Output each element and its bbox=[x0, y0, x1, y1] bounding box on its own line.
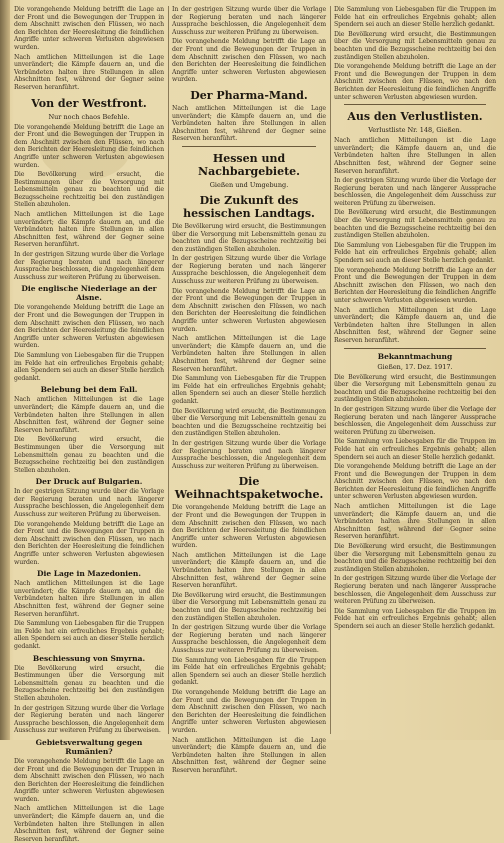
article-text: In der gestrigen Sitzung wurde über die Vorlage der Regierung beraten und nach längerer Aussprache beschlossen, die Angelegenheit dem Ausschuss zur weiteren Prüfung zu überweisen. bbox=[172, 255, 326, 286]
section-heading: Belebung bei dem Fall. bbox=[40, 385, 138, 395]
article-text: In der gestrigen Sitzung wurde über die Vorlage der Regierung beraten und nach längerer Aussprache beschlossen, die Angelegenheit dem Ausschuss zur weiteren Prüfung zu überweisen. bbox=[334, 405, 496, 436]
article-text: In der gestrigen Sitzung wurde über die Vorlage der Regierung beraten und nach längerer Aussprache beschlossen, die Angelegenheit dem Ausschuss zur weiteren Prüfung zu überweisen. bbox=[172, 6, 326, 36]
column-2 bbox=[172, 6, 326, 774]
article-text: In der gestrigen Sitzung wurde über die Vorlage der Regierung beraten und nach längerer Aussprache beschlossen, die Angelegenheit dem Ausschuss zur weiteren Prüfung zu überweisen. bbox=[14, 251, 164, 281]
article-text: Die Sammlung von Liebesgaben für die Truppen im Felde hat ein erfreuliches Ergebnis gehabt; allen Spendern sei auch an dieser Stelle herzlich gedankt. bbox=[172, 656, 326, 687]
headline-westfront: Von der Westfront. bbox=[31, 96, 147, 110]
article-text: Die Bevölkerung wird ersucht, die Bestimmungen über die Versorgung mit Lebensmitteln genau zu beachten und die Bezugsscheine rechtzeitig bei den zuständigen Stellen abzuholen. bbox=[172, 407, 326, 438]
article-text: Die vorangehende Meldung betrifft die Lage an der Front und die Bewegungen der Truppen in dem Abschnitt zwischen den Flüssen, wo nach den Berichten der Heeresleitung die feindlichen Angriffe unter schweren Verlusten abgewiesen wurden. bbox=[172, 504, 326, 550]
article-text: Die vorangehende Meldung betrifft die Lage an der Front und die Bewegungen der Truppen in dem Abschnitt zwischen den Flüssen, wo nach den Berichten der Heeresleitung die feindlichen Angriffe unter schweren Verlusten abgewiesen wurden. bbox=[14, 304, 164, 350]
article-text: In der gestrigen Sitzung wurde über die Vorlage der Regierung beraten und nach längerer Aussprache beschlossen, die Angelegenheit dem Ausschuss zur weiteren Prüfung zu überweisen. bbox=[334, 575, 496, 606]
article-text: Die vorangehende Meldung betrifft die Lage an der Front und die Bewegungen der Truppen in dem Abschnitt zwischen den Flüssen, wo nach den Berichten der Heeresleitung die feindlichen Angriffe unter schweren Verlusten abgewiesen wurden. bbox=[172, 38, 326, 84]
article-text: Nach amtlichen Mitteilungen ist die Lage unverändert; die Kämpfe dauern an, und die Verbündeten halten ihre Stellungen in allen Abschnitten fest, während der Gegner seine Reserven heranführt. bbox=[172, 551, 326, 590]
article-text: In der gestrigen Sitzung wurde über die Vorlage der Regierung beraten und nach längerer Aussprache beschlossen, die Angelegenheit dem Ausschuss zur weiteren Prüfung zu überweisen. bbox=[172, 439, 326, 470]
article-text: Die vorangehende Meldung betrifft die Lage an der Front und die Bewegungen der Truppen in dem Abschnitt zwischen den Flüssen, wo nach den Berichten der Heeresleitung die feindlichen Angriffe unter schweren Verlusten abgewiesen wurden. bbox=[334, 266, 496, 304]
column-rule bbox=[330, 6, 331, 734]
article-text: Die Bevölkerung wird ersucht, die Bestimmungen über die Versorgung mit Lebensmitteln genau zu beachten und die Bezugsscheine rechtzeitig bei den zuständigen Stellen abzuholen. bbox=[172, 591, 326, 622]
article-text: Die vorangehende Meldung betrifft die Lage an der Front und die Bewegungen der Truppen in dem Abschnitt zwischen den Flüssen, wo nach den Berichten der Heeresleitung die feindlichen Angriffe unter schweren Verlusten abgewiesen wurden. bbox=[14, 123, 164, 169]
article-text: Die Bevölkerung wird ersucht, die Bestimmungen über die Versorgung mit Lebensmitteln genau zu beachten und die Bezugsscheine rechtzeitig bei den zuständigen Stellen abzuholen. bbox=[334, 30, 496, 61]
article-text: Nach amtlichen Mitteilungen ist die Lage unverändert; die Kämpfe dauern an, und die Verbündeten halten ihre Stellungen in allen Abschnitten fest, während der Gegner seine Reserven heranführt. bbox=[172, 736, 326, 774]
divider bbox=[182, 146, 316, 147]
article-text: Die Sammlung von Liebesgaben für die Truppen im Felde hat ein erfreuliches Ergebnis gehabt; allen Spendern sei auch an dieser Stelle herzlich gedankt. bbox=[14, 351, 164, 382]
article-text: Nach amtlichen Mitteilungen ist die Lage unverändert; die Kämpfe dauern an, und die Verbündeten halten ihre Stellungen in allen Abschnitten fest, während der Gegner seine Reserven heranführt. bbox=[334, 503, 496, 541]
subheadline: Nur noch chaos Befehle. bbox=[48, 112, 130, 121]
divider bbox=[344, 104, 486, 105]
article-text: Die Bevölkerung wird ersucht, die Bestimmungen über die Versorgung mit Lebensmitteln genau zu beachten und die Bezugsscheine rechtzeitig bei den zuständigen Stellen abzuholen. bbox=[334, 373, 496, 404]
article-text: Die vorangehende Meldung betrifft die Lage an der Front und die Bewegungen der Truppen in dem Abschnitt zwischen den Flüssen, wo nach den Berichten der Heeresleitung die feindlichen Angriffe unter schweren Verlusten abgewiesen wurden. bbox=[172, 688, 326, 734]
article-text: Nach amtlichen Mitteilungen ist die Lage unverändert; die Kämpfe dauern an, und die Verbündeten halten ihre Stellungen in allen Abschnitten fest, während der Gegner seine Reserven heranführt. bbox=[14, 53, 164, 91]
article-text: Nach amtlichen Mitteilungen ist die Lage unverändert; die Kämpfe dauern an, und die Verbündeten halten ihre Stellungen in allen Abschnitten fest, während der Gegner seine Reserven heranführt. bbox=[14, 580, 164, 618]
section-heading: Die Lage in Mazedonien. bbox=[37, 569, 141, 579]
article-text: Die Bevölkerung wird ersucht, die Bestimmungen über die Versorgung mit Lebensmitteln genau zu beachten und die Bezugsscheine rechtzeitig bei den zuständigen Stellen abzuholen. bbox=[14, 664, 164, 702]
headline-landtag: Die Zukunft des hessischen Landtags. bbox=[183, 193, 315, 220]
article-text: Die Bevölkerung wird ersucht, die Bestimmungen über die Versorgung mit Lebensmitteln genau zu beachten und die Bezugsscheine rechtzeitig bei den zuständigen Stellen abzuholen. bbox=[14, 436, 164, 474]
dateline: Gießen, 17. Dez. 1917. bbox=[377, 362, 453, 371]
divider bbox=[344, 348, 486, 349]
article-text: Die vorangehende Meldung betrifft die Lage an der Front und die Bewegungen der Truppen in dem Abschnitt zwischen den Flüssen, wo nach den Berichten der Heeresleitung die feindlichen Angriffe unter schweren Verlusten abgewiesen wurden. bbox=[14, 757, 164, 803]
article-text: Nach amtlichen Mitteilungen ist die Lage unverändert; die Kämpfe dauern an, und die Verbündeten halten ihre Stellungen in allen Abschnitten fest, während der Gegner seine Reserven heranführt. bbox=[334, 306, 496, 344]
article-text: Nach amtlichen Mitteilungen ist die Lage unverändert; die Kämpfe dauern an, und die Verbündeten halten ihre Stellungen in allen Abschnitten fest, während der Gegner seine Reserven heranführt. bbox=[14, 805, 164, 843]
column-1 bbox=[14, 6, 164, 843]
article-text: Die Bevölkerung wird ersucht, die Bestimmungen über die Versorgung mit Lebensmitteln genau zu beachten und die Bezugsscheine rechtzeitig bei den zuständigen Stellen abzuholen. bbox=[334, 543, 496, 573]
article-text: Die vorangehende Meldung betrifft die Lage an der Front und die Bewegungen der Truppen in dem Abschnitt zwischen den Flüssen, wo nach den Berichten der Heeresleitung die feindlichen Angriffe unter schweren Verlusten abgewiesen wurden. bbox=[14, 520, 164, 566]
section-heading: Beschiessung von Smyrna. bbox=[32, 653, 146, 663]
article-text: Die Bevölkerung wird ersucht, die Bestimmungen über die Versorgung mit Lebensmitteln genau zu beachten und die Bezugsscheine rechtzeitig bei den zuständigen Stellen abzuholen. bbox=[14, 171, 164, 209]
headline-verlustlisten: Aus den Verlustlisten. bbox=[347, 110, 483, 124]
article-text: Nach amtlichen Mitteilungen ist die Lage unverändert; die Kämpfe dauern an, und die Verbündeten halten ihre Stellungen in allen Abschnitten fest, während der Gegner seine Reserven heranführt. bbox=[14, 211, 164, 249]
column-rule bbox=[168, 6, 169, 734]
article-text: Die Sammlung von Liebesgaben für die Truppen im Felde hat ein erfreuliches Ergebnis gehabt; allen Spendern sei auch an dieser Stelle herzlich gedankt. bbox=[334, 438, 496, 461]
page-gutter bbox=[0, 0, 10, 740]
article-text: Die Sammlung von Liebesgaben für die Truppen im Felde hat ein erfreuliches Ergebnis gehabt; allen Spendern sei auch an dieser Stelle herzlich gedankt. bbox=[334, 6, 496, 29]
section-heading: Der Druck auf Bulgarien. bbox=[35, 477, 143, 487]
article-text: Die Sammlung von Liebesgaben für die Truppen im Felde hat ein erfreuliches Ergebnis gehabt; allen Spendern sei auch an dieser Stelle herzlich gedankt. bbox=[172, 375, 326, 405]
article-text: Nach amtlichen Mitteilungen ist die Lage unverändert; die Kämpfe dauern an, und die Verbündeten halten ihre Stellungen in allen Abschnitten fest, während der Gegner seine Reserven heranführt. bbox=[334, 137, 496, 175]
subheadline: Verlustliste Nr. 148, Gießen. bbox=[368, 126, 462, 135]
headline-hessen: Hessen und Nachbargebiete. bbox=[198, 151, 300, 178]
subheadline: Gießen und Umgebung. bbox=[209, 180, 289, 189]
article-text: Die vorangehende Meldung betrifft die Lage an der Front und die Bewegungen der Truppen in dem Abschnitt zwischen den Flüssen, wo nach den Berichten der Heeresleitung die feindlichen Angriffe unter schweren Verlusten abgewiesen wurden. bbox=[334, 63, 496, 101]
article-text: In der gestrigen Sitzung wurde über die Vorlage der Regierung beraten und nach längerer Aussprache beschlossen, die Angelegenheit dem Ausschuss zur weiteren Prüfung zu überweisen. bbox=[14, 704, 164, 735]
article-text: Nach amtlichen Mitteilungen ist die Lage unverändert; die Kämpfe dauern an, und die Verbündeten halten ihre Stellungen in allen Abschnitten fest, während der Gegner seine Reserven heranführt. bbox=[14, 396, 164, 434]
article-text: In der gestrigen Sitzung wurde über die Vorlage der Regierung beraten und nach längerer Aussprache beschlossen, die Angelegenheit dem Ausschuss zur weiteren Prüfung zu überweisen. bbox=[172, 624, 326, 654]
article-text: Nach amtlichen Mitteilungen ist die Lage unverändert; die Kämpfe dauern an, und die Verbündeten halten ihre Stellungen in allen Abschnitten fest, während der Gegner seine Reserven heranführt. bbox=[172, 104, 326, 143]
article-text: Nach amtlichen Mitteilungen ist die Lage unverändert; die Kämpfe dauern an, und die Verbündeten halten ihre Stellungen in allen Abschnitten fest, während der Gegner seine Reserven heranführt. bbox=[172, 335, 326, 373]
section-heading: Die englische Niederlage an der Aisne. bbox=[21, 284, 157, 303]
section-heading: Gebietsverwaltung gegen Rumänien? bbox=[35, 737, 143, 756]
article-text: Die Bevölkerung wird ersucht, die Bestimmungen über die Versorgung mit Lebensmitteln genau zu beachten und die Bezugsscheine rechtzeitig bei den zuständigen Stellen abzuholen. bbox=[334, 209, 496, 240]
article-text: Die vorangehende Meldung betrifft die Lage an der Front und die Bewegungen der Truppen in dem Abschnitt zwischen den Flüssen, wo nach den Berichten der Heeresleitung die feindlichen Angriffe unter schweren Verlusten abgewiesen wurden. bbox=[14, 6, 164, 51]
article-text: Die Sammlung von Liebesgaben für die Truppen im Felde hat ein erfreuliches Ergebnis gehabt; allen Spendern sei auch an dieser Stelle herzlich gedankt. bbox=[334, 241, 496, 265]
article-text: In der gestrigen Sitzung wurde über die Vorlage der Regierung beraten und nach längerer Aussprache beschlossen, die Angelegenheit dem Ausschuss zur weiteren Prüfung zu überweisen. bbox=[334, 177, 496, 207]
article-text: In der gestrigen Sitzung wurde über die Vorlage der Regierung beraten und nach längerer Aussprache beschlossen, die Angelegenheit dem Ausschuss zur weiteren Prüfung zu überweisen. bbox=[14, 488, 164, 519]
section-heading: Bekanntmachung bbox=[377, 351, 453, 361]
headline-weihnacht: Die Weihnachtspaketwoche. bbox=[174, 475, 324, 502]
article-text: Die vorangehende Meldung betrifft die Lage an der Front und die Bewegungen der Truppen in dem Abschnitt zwischen den Flüssen, wo nach den Berichten der Heeresleitung die feindlichen Angriffe unter schweren Verlusten abgewiesen wurden. bbox=[334, 463, 496, 501]
article-text: Die Sammlung von Liebesgaben für die Truppen im Felde hat ein erfreuliches Ergebnis gehabt; allen Spendern sei auch an dieser Stelle herzlich gedankt. bbox=[14, 620, 164, 650]
article-text: Die Sammlung von Liebesgaben für die Truppen im Felde hat ein erfreuliches Ergebnis gehabt; allen Spendern sei auch an dieser Stelle herzlich gedankt. bbox=[334, 607, 496, 630]
article-text: Die vorangehende Meldung betrifft die Lage an der Front und die Bewegungen der Truppen in dem Abschnitt zwischen den Flüssen, wo nach den Berichten der Heeresleitung die feindlichen Angriffe unter schweren Verlusten abgewiesen wurden. bbox=[172, 287, 326, 333]
article-text: Die Bevölkerung wird ersucht, die Bestimmungen über die Versorgung mit Lebensmitteln genau zu beachten und die Bezugsscheine rechtzeitig bei den zuständigen Stellen abzuholen. bbox=[172, 222, 326, 253]
column-3 bbox=[334, 6, 496, 736]
headline-pharma: Der Pharma-Mand. bbox=[190, 88, 308, 102]
